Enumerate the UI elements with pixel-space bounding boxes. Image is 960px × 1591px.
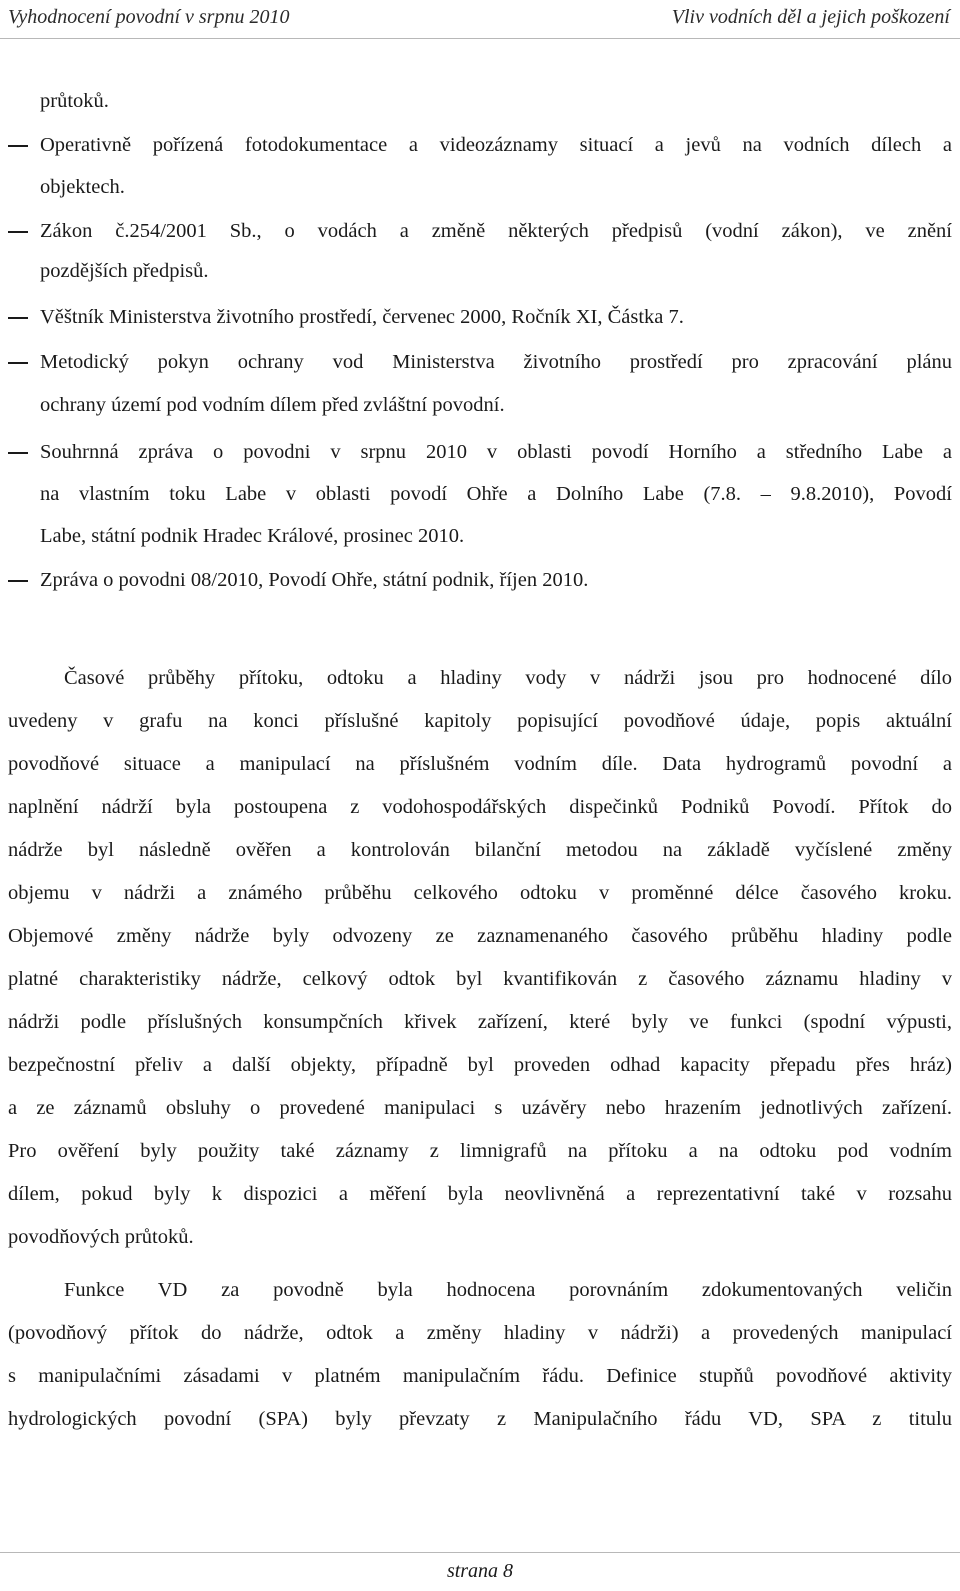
dash-bullet-icon bbox=[8, 362, 28, 364]
dash-bullet-icon bbox=[8, 317, 28, 319]
paragraph-line: objemu v nádrži a známého průběhu celkového odtoku v proměnné délce časového kroku. bbox=[8, 882, 952, 904]
paragraph-line: Funkce VD za povodně byla hodnocena porovnáním zdokumentovaných veličin bbox=[64, 1279, 952, 1301]
page-number: strana 8 bbox=[446, 1560, 514, 1582]
paragraph-line: nádrži podle příslušných konsumpčních křivek zařízení, které byly ve funkci (spodní výpusti, bbox=[8, 1011, 952, 1033]
paragraph-line: bezpečnostní přeliv a další objekty, případně byl proveden odhad kapacity přepadu přes hráz) bbox=[8, 1054, 952, 1076]
dash-bullet-icon bbox=[8, 145, 28, 147]
paragraph-line: (povodňový přítok do nádrže, odtok a změny hladiny v nádrži) a provedených manipulací bbox=[8, 1322, 952, 1344]
header-document-title: Vyhodnocení povodní v srpnu 2010 bbox=[8, 6, 290, 28]
paragraph-line: dílem, pokud byly k dispozici a měření byla neovlivněná a reprezentativní také v rozsahu bbox=[8, 1183, 952, 1205]
paragraph-line: povodňových průtoků. bbox=[8, 1226, 194, 1248]
header-chapter-title: Vliv vodních děl a jejich poškození bbox=[671, 6, 950, 28]
paragraph-line: uvedeny v grafu na konci příslušné kapitoly popisující povodňové údaje, popis aktuální bbox=[8, 710, 952, 732]
list-item-line: ochrany území pod vodním dílem před zvláštní povodní. bbox=[40, 394, 505, 416]
paragraph-line: Pro ověření byly použity také záznamy z limnigrafů na přítoku a na odtoku pod vodním bbox=[8, 1140, 952, 1162]
list-item-line: objektech. bbox=[40, 176, 125, 198]
list-item-line: Souhrnná zpráva o povodni v srpnu 2010 v oblasti povodí Horního a středního Labe a bbox=[40, 441, 952, 463]
paragraph-line: naplnění nádrží byla postoupena z vodohospodářských dispečinků Podniků Povodí. Přítok do bbox=[8, 796, 952, 818]
list-item-line: pozdějších předpisů. bbox=[40, 260, 209, 282]
paragraph-line: nádrže byl následně ověřen a kontrolován bilanční metodou na základě vyčíslené změny bbox=[8, 839, 952, 861]
list-item-line: Operativně pořízená fotodokumentace a videozáznamy situací a jevů na vodních dílech a bbox=[40, 134, 952, 156]
dash-bullet-icon bbox=[8, 580, 28, 582]
page-header bbox=[0, 0, 960, 39]
paragraph-line: platné charakteristiky nádrže, celkový odtok byl kvantifikován z časového záznamu hladiny v bbox=[8, 968, 952, 990]
list-item-line: Zpráva o povodni 08/2010, Povodí Ohře, státní podnik, říjen 2010. bbox=[40, 569, 589, 591]
list-item-line: Věštník Ministerstva životního prostředí, červenec 2000, Ročník XI, Částka 7. bbox=[40, 306, 684, 328]
list-item-line: na vlastním toku Labe v oblasti povodí Ohře a Dolního Labe (7.8. – 9.8.2010), Povodí bbox=[40, 483, 952, 505]
paragraph-line: hydrologických povodní (SPA) byly převzaty z Manipulačního řádu VD, SPA z titulu bbox=[8, 1408, 952, 1430]
paragraph-line: Objemové změny nádrže byly odvozeny ze zaznamenaného časového průběhu hladiny podle bbox=[8, 925, 952, 947]
paragraph-line: s manipulačními zásadami v platném manipulačním řádu. Definice stupňů povodňové aktivity bbox=[8, 1365, 952, 1387]
list-item-continuation: průtoků. bbox=[40, 90, 109, 112]
dash-bullet-icon bbox=[8, 231, 28, 233]
list-item-line: Labe, státní podnik Hradec Králové, prosinec 2010. bbox=[40, 525, 465, 547]
dash-bullet-icon bbox=[8, 452, 28, 454]
paragraph-line: a ze záznamů obsluhy o provedené manipulaci s uzávěry nebo hrazením jednotlivých zařízení. bbox=[8, 1097, 952, 1119]
list-item-line: Metodický pokyn ochrany vod Ministerstva životního prostředí pro zpracování plánu bbox=[40, 351, 952, 373]
paragraph-line: povodňové situace a manipulací na příslušném vodním díle. Data hydrogramů povodní a bbox=[8, 753, 952, 775]
footer-divider bbox=[0, 1552, 960, 1553]
paragraph-line: Časové průběhy přítoku, odtoku a hladiny vody v nádrži jsou pro hodnocené dílo bbox=[64, 667, 952, 689]
list-item-line: Zákon č.254/2001 Sb., o vodách a změně některých předpisů (vodní zákon), ve znění bbox=[40, 220, 952, 242]
